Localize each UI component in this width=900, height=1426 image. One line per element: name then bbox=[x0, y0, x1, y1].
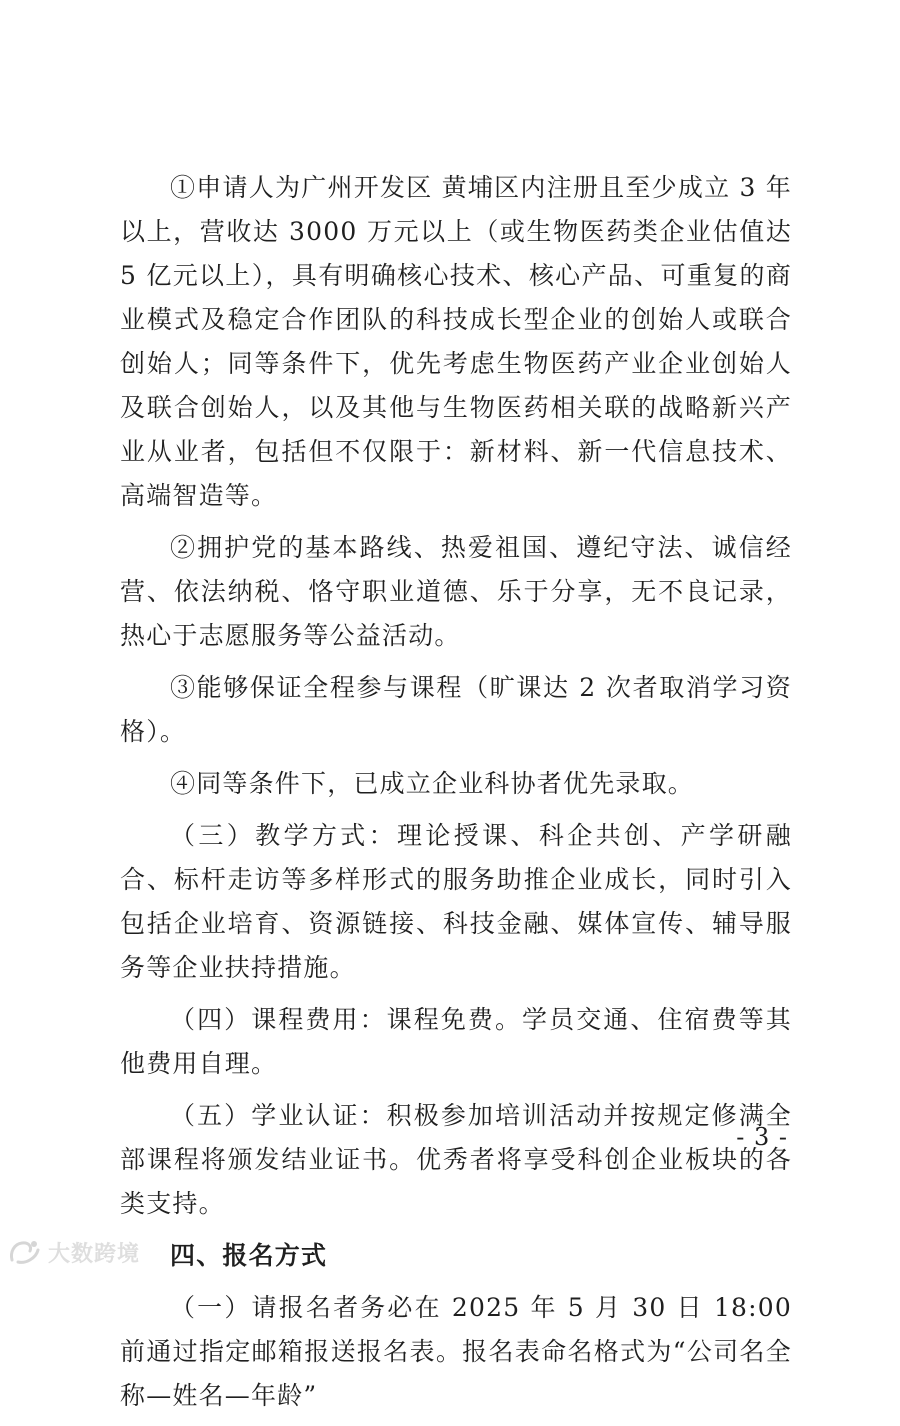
paragraph-priority: ④同等条件下，已成立企业科协者优先录取。 bbox=[170, 769, 695, 798]
paragraph-teaching-method: （三）教学方式：理论授课、科企共创、产学研融合、标杆走访等多样形式的服务助推企业成长，同时引入包括企业培育、资源链接、科技金融、媒体宣传、辅导服务等企业扶持措施。 bbox=[120, 821, 792, 982]
watermark bbox=[8, 1236, 140, 1268]
paragraph-applicant-criteria: ①申请人为广州开发区 黄埔区内注册且至少成立 3 年以上，营收达 3000 万元以上（或生物医药类企业估值达 5 亿元以上），具有明确核心技术、核心产品、可重复的商业模式及稳定合作团队的科技成长型企业的创始人或联合创始人；同等条件下，优先考虑生物医药产业企业创始人及联合创始人，以及其他与生物医药相关联的战略新兴产业从业者，包括但不仅限于：新材料、新一代信息技术、高端智造等。 bbox=[120, 173, 792, 510]
section-heading-registration: 四、报名方式 bbox=[170, 1241, 328, 1270]
document-body bbox=[120, 166, 792, 1426]
paragraph-course-fee: （四）课程费用：课程免费。学员交通、住宿费等其他费用自理。 bbox=[120, 1005, 792, 1078]
paragraph-certification: （五）学业认证：积极参加培训活动并按规定修满全部课程将颁发结业证书。优秀者将享受科创企业板块的各类支持。 bbox=[120, 1101, 792, 1218]
paragraph-attendance: ③能够保证全程参与课程（旷课达 2 次者取消学习资格）。 bbox=[120, 673, 792, 746]
paragraph-conduct-criteria: ②拥护党的基本路线、热爱祖国、遵纪守法、诚信经营、依法纳税、恪守职业道德、乐于分享，无不良记录，热心于志愿服务等公益活动。 bbox=[120, 533, 792, 650]
page-number: - 3 - bbox=[736, 1123, 788, 1151]
watermark-text: 大数跨境 bbox=[48, 1241, 141, 1267]
paragraph-registration-deadline: （一）请报名者务必在 2025 年 5 月 30 日 18:00 前通过指定邮箱报送报名表。报名表命名格式为“公司名全称—姓名—年龄” bbox=[120, 1293, 792, 1410]
brand-logo-icon bbox=[8, 1238, 42, 1266]
